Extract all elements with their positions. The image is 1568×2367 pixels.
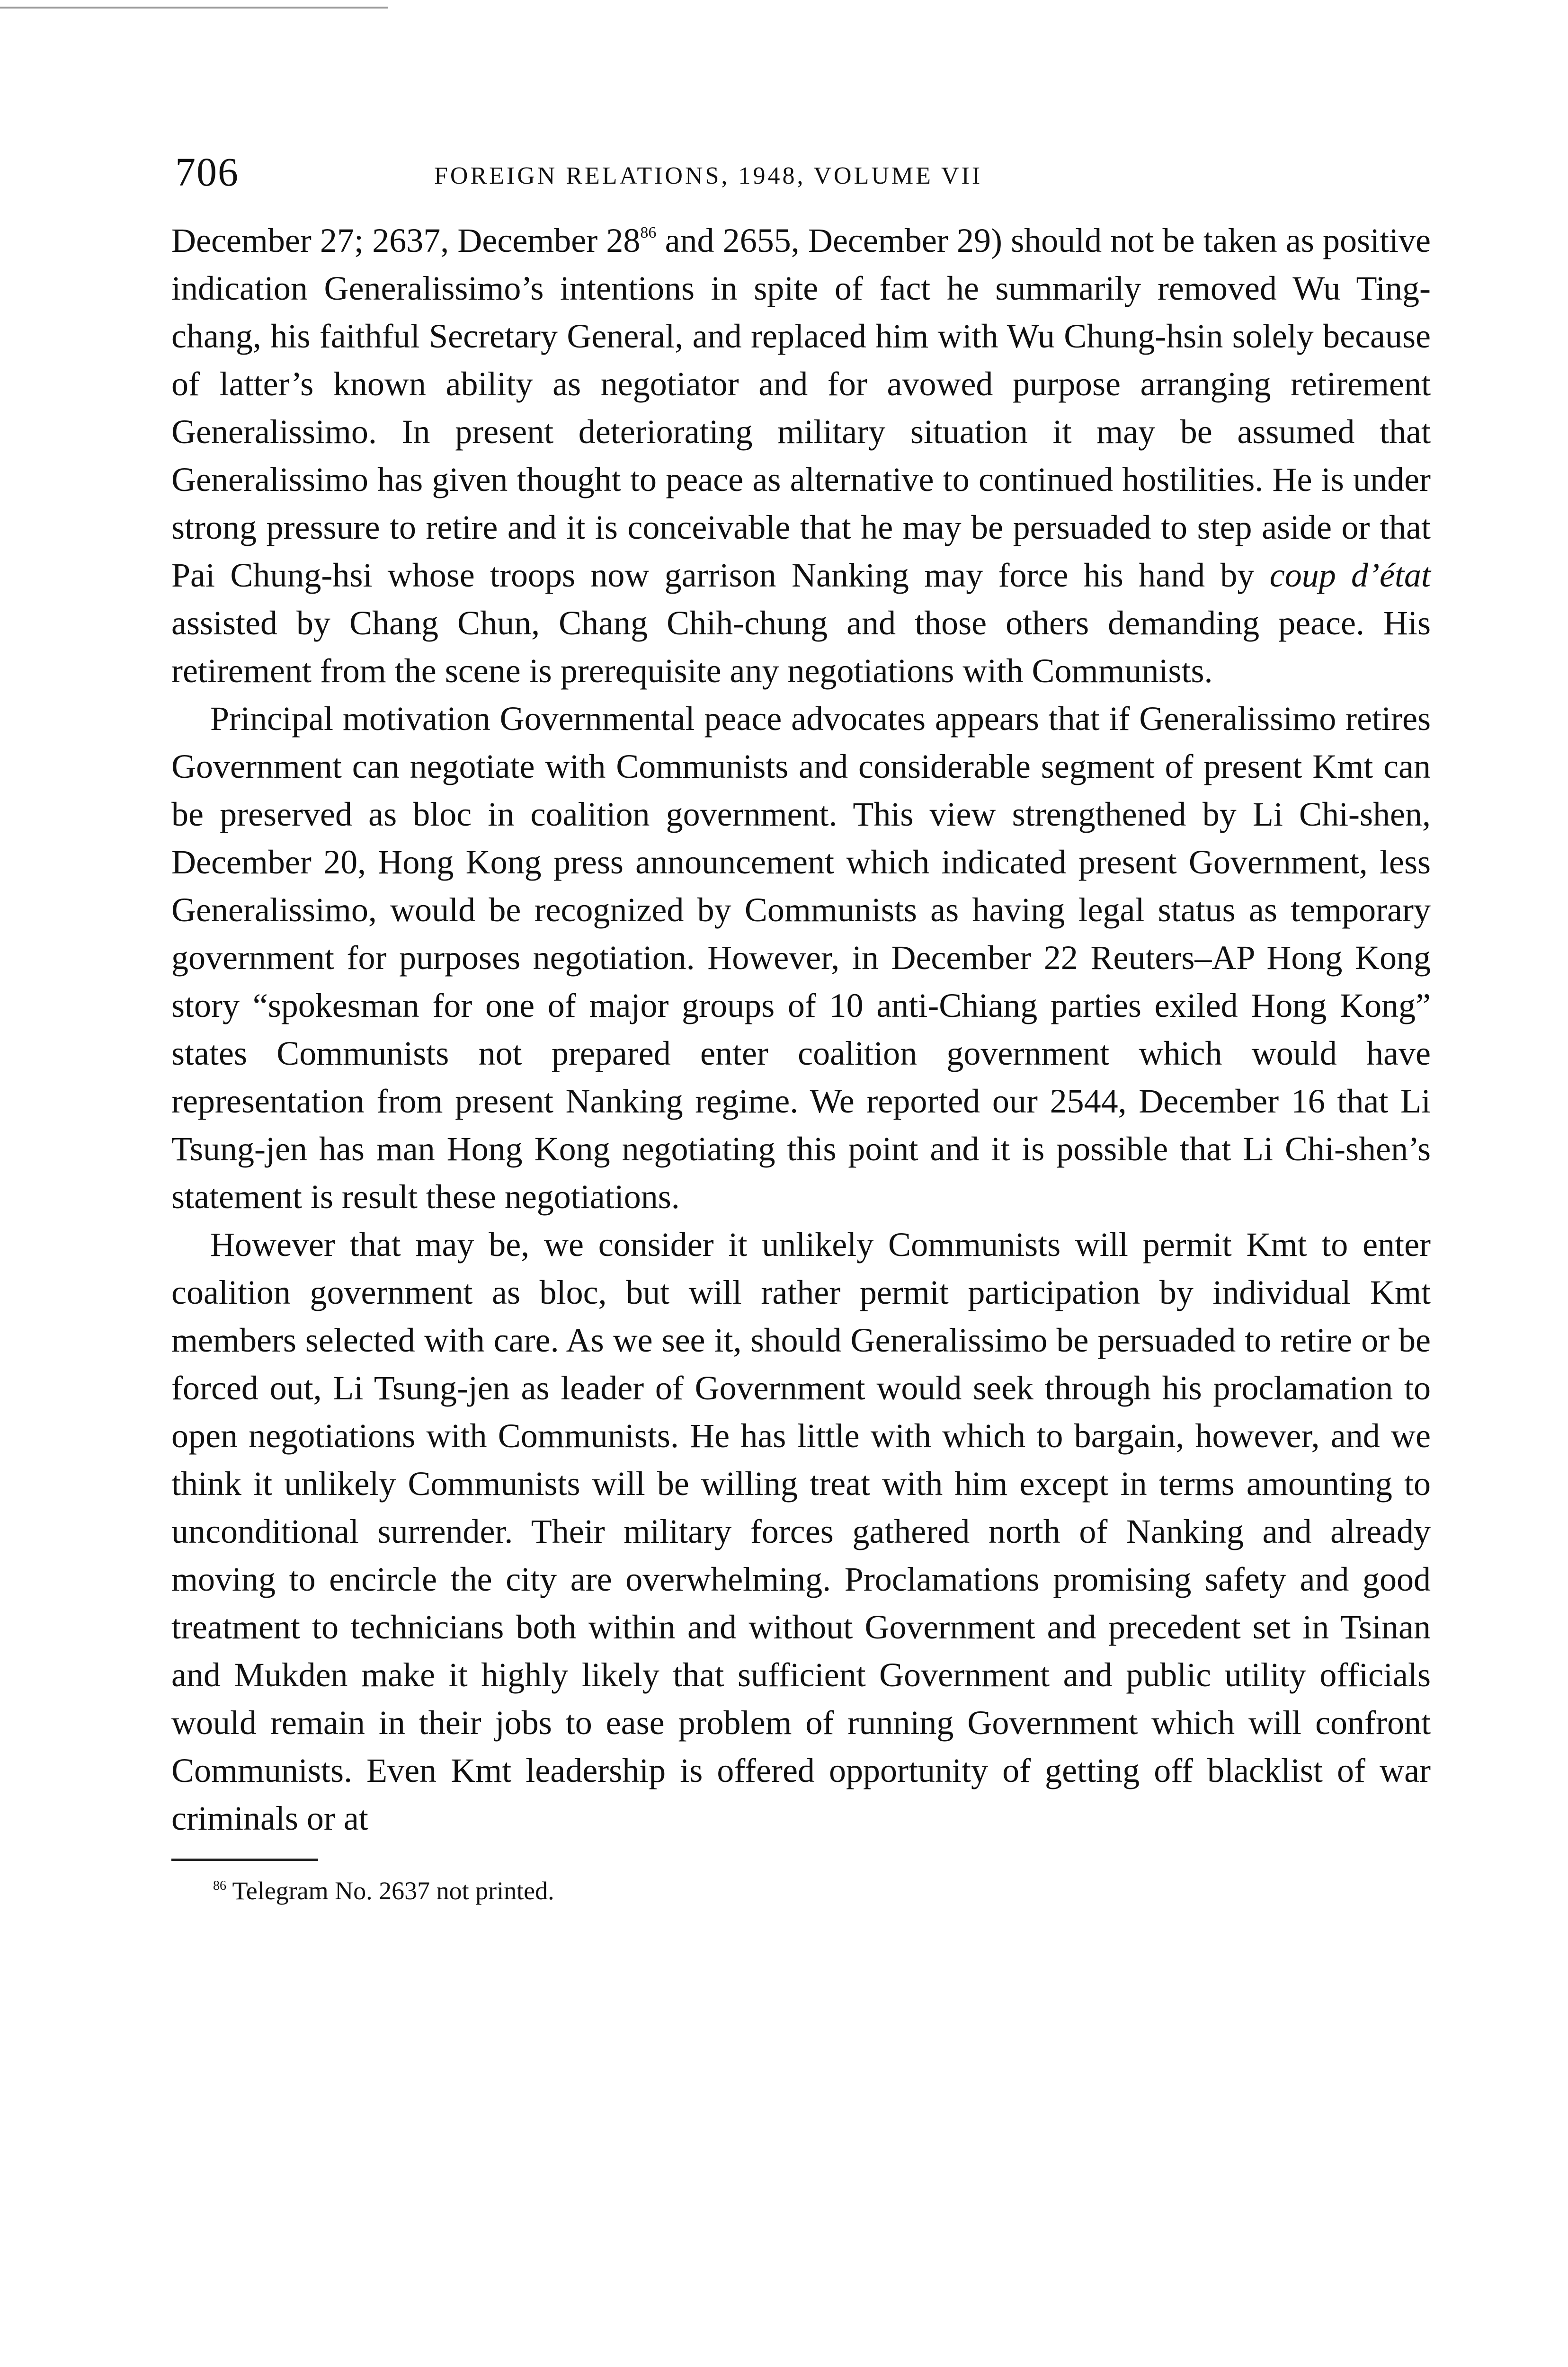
footnote-divider xyxy=(171,1859,318,1861)
paragraph-1-middle: and 2655, December 29) should not be taken as positive indication Generalissimo’s intentions in spite of fact he summarily removed Wu Ting-chang, his faithful Secretary General, and replaced him with Wu Chung-hsin solely because of latter’s known ability as negotiator and for avowed purpose arranging retirement Generalissimo. In present deteriorating military situation it may be assumed that Generalissimo has given thought to peace as alternative to continued hostilities. He is under strong pressure to retire and it is conceivable that he may be persuaded to step aside or that Pai Chung-hsi whose troops now garrison Nanking may force his hand by xyxy=(171,222,1431,594)
paragraph-1 xyxy=(171,217,1431,695)
body-text xyxy=(171,217,1431,1842)
footnote-reference: 86 xyxy=(640,224,657,241)
running-head xyxy=(171,151,1431,208)
document-page xyxy=(171,151,1431,1907)
paragraph-1-end: assisted by Chang Chun, Chang Chih-chung and those others demanding peace. His retirement from the scene is prerequisite any negotiations with Communists. xyxy=(171,604,1431,690)
paragraph-2: Principal motivation Governmental peace advocates appears that if Generalissimo retires Government can negotiate with Communists and considerable segment of present Kmt can be preserved as bloc in coalition government. This view strengthened by Li Chi-shen, December 20, Hong Kong press announcement which indicated present Government, less Generalissimo, would be recognized by Communists as having legal status as temporary government for purposes negotiation. However, in December 22 Reuters–AP Hong Kong story “spokesman for one of major groups of 10 anti-Chiang parties exiled Hong Kong” states Communists not prepared enter coalition government which would have representation from present Nanking regime. We reported our 2544, December 16 that Li Tsung-jen has man Hong Kong negotiating this point and it is possible that Li Chi-shen’s statement is result these negotiations. xyxy=(171,700,1431,1216)
paragraph-3: However that may be, we consider it unlikely Communists will permit Kmt to enter coalition government as bloc, but will rather permit participation by individual Kmt members selected with care. As we see it, should Generalissimo be persuaded to retire or be forced out, Li Tsung-jen as leader of Government would seek through his proclamation to open negotiations with Communists. He has little with which to bargain, however, and we think it unlikely Communists will be willing treat with him except in terms amounting to unconditional surrender. Their military forces gathered north of Nanking and already moving to encircle the city are overwhelming. Proclamations promising safety and good treatment to technicians both within and without Government and precedent set in Tsinan and Mukden make it highly likely that sufficient Government and public utility officials would remain in their jobs to ease problem of running Government which will confront Communists. Even Kmt leadership is offered opportunity of getting off blacklist of war criminals or at xyxy=(171,1226,1431,1837)
running-title: FOREIGN RELATIONS, 1948, VOLUME VII xyxy=(434,162,983,189)
footnote-mark: 86 xyxy=(213,1878,226,1893)
footnote xyxy=(171,1874,1431,1907)
italic-phrase: coup d’état xyxy=(1269,556,1431,594)
paragraph-1-start: December 27; 2637, December 28 xyxy=(171,222,641,259)
page-number: 706 xyxy=(175,149,239,195)
scan-edge-line xyxy=(0,7,388,9)
footnote-text: Telegram No. 2637 not printed. xyxy=(226,1877,554,1905)
